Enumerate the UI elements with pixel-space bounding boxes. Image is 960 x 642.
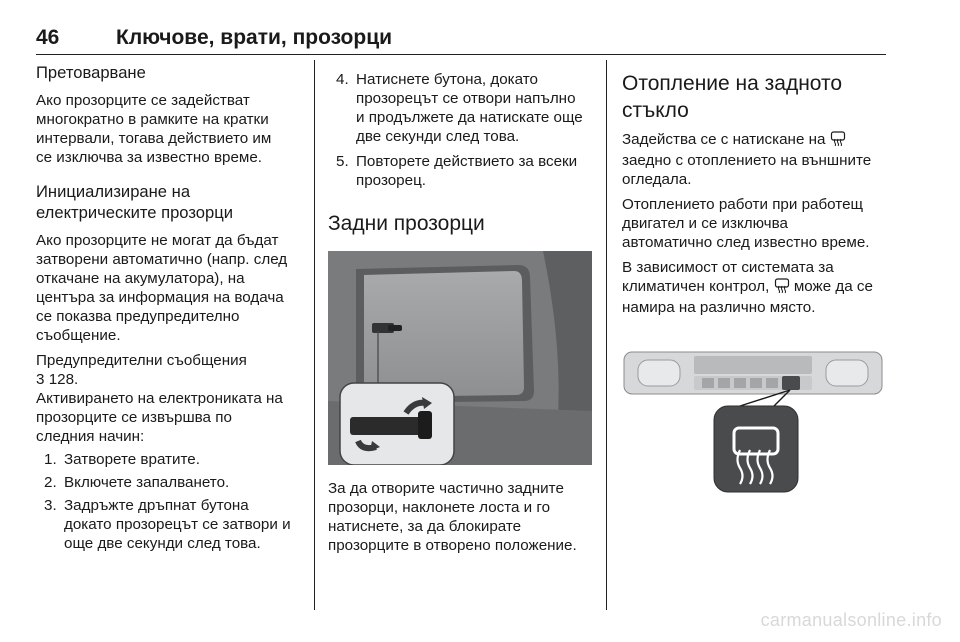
paragraph-heat-8b: може да се [793,278,873,295]
list-item-number: 1. [44,451,57,468]
watermark: carmanualsonline.info [760,610,942,630]
paragraph-activate-2: прозорците се извършва по [36,409,232,426]
warning-messages-label: Предупредителни съобщения [36,352,247,369]
list-item [36,496,306,553]
list-item-text: прозорец. [356,172,426,189]
header-rule [36,54,886,55]
rear-defrost-icon [830,130,846,151]
heading-init-2: електрическите прозорци [36,203,233,222]
rear-defrost-icon [774,277,790,298]
paragraph-init-1: Ако прозорците не могат да бъдат [36,232,279,249]
paragraph-init-2: затворени автоматично (напр. след [36,251,288,268]
paragraph-init-6: съобщение. [36,327,121,344]
climate-control-illustration [622,340,884,500]
heading-rear-heat-1: Отопление на задното [622,72,843,95]
paragraph-activate-3: следния начин: [36,428,145,445]
paragraph-init-5: се показва предупредително [36,308,240,325]
paragraph-heat-9: намира на различно място. [622,299,816,316]
paragraph-overload-3: интервали, тогава действието им [36,130,272,147]
paragraph-rear-2: прозорци, наклонете лоста и го [328,499,551,516]
paragraph-heat-4: Отоплението работи при работещ [622,196,864,213]
list-item-text: Включете запалването. [64,474,230,491]
paragraph-rear-4: прозорците в отворено положение. [328,537,577,554]
list-item-text: още две секунди след това. [64,535,261,552]
page-title: Ключове, врати, прозорци [116,26,393,49]
rear-window-latch-icon [328,251,592,465]
paragraph-rear-3: натиснете, за да блокирате [328,518,522,535]
list-item-text: две секунди след това. [356,128,520,145]
list-item-text: Затворете вратите. [64,451,200,468]
list-item [328,152,598,190]
paragraph-heat-8a: климатичен контрол, [622,278,770,295]
list-item [36,450,306,469]
paragraph-heat-8 [622,277,892,298]
column-3 [622,70,892,317]
page-header [36,26,886,52]
heading-rear-windows: Задни прозорци [328,212,485,235]
heading-init-1: Инициализиране на [36,182,191,201]
list-item-number: 5. [336,153,349,170]
paragraph-heat-5: двигател и се изключва [622,215,788,232]
column-divider-1 [314,60,315,610]
page-number: 46 [36,26,60,49]
rear-window-illustration [328,251,592,465]
reference-page: 128. [48,371,79,388]
paragraph-init-4: центъра за информация на водача [36,289,284,306]
list-item-number: 4. [336,71,349,88]
paragraph-overload-2: многократно в рамките на кратки [36,111,269,128]
paragraph-init-3: откачане на акумулатора), на [36,270,245,287]
list-item-text: Натиснете бутона, докато [356,71,538,88]
paragraph-heat-7: В зависимост от системата за [622,259,834,276]
list-item [328,70,598,146]
column-divider-2 [606,60,607,610]
paragraph-heat-2: заедно с отоплението на външните [622,152,872,169]
column-1 [36,62,306,553]
list-item-text: прозорецът се отвори напълно [356,90,576,107]
paragraph-overload-1: Ако прозорците се задействат [36,92,250,109]
paragraph-rear-1: За да отворите частично задните [328,480,564,497]
paragraph-heat-6: автоматично след известно време. [622,234,870,251]
heading-overload: Претоварване [36,63,146,82]
reference-arrow-icon: 3 [36,371,45,388]
page-reference[interactable] [36,370,306,389]
paragraph-activate-1: Активирането на електрониката на [36,390,283,407]
list-item [36,473,306,492]
paragraph-overload-4: се изключва за известно време. [36,149,263,166]
list-item-text: и продължете да натискате още [356,109,583,126]
list-item-text: Задръжте дръпнат бутона [64,497,249,514]
paragraph-heat-1-text: Задейства се с натискане на [622,131,826,148]
paragraph-heat-3: огледала. [622,171,692,188]
list-item-text: докато прозорецът се затвори и [64,516,291,533]
list-item-text: Повторете действието за всеки [356,153,578,170]
list-item-number: 2. [44,474,57,491]
column-2 [328,70,598,555]
list-item-number: 3. [44,497,57,514]
paragraph-heat-1 [622,130,892,151]
heading-rear-heat-2: стъкло [622,99,689,122]
